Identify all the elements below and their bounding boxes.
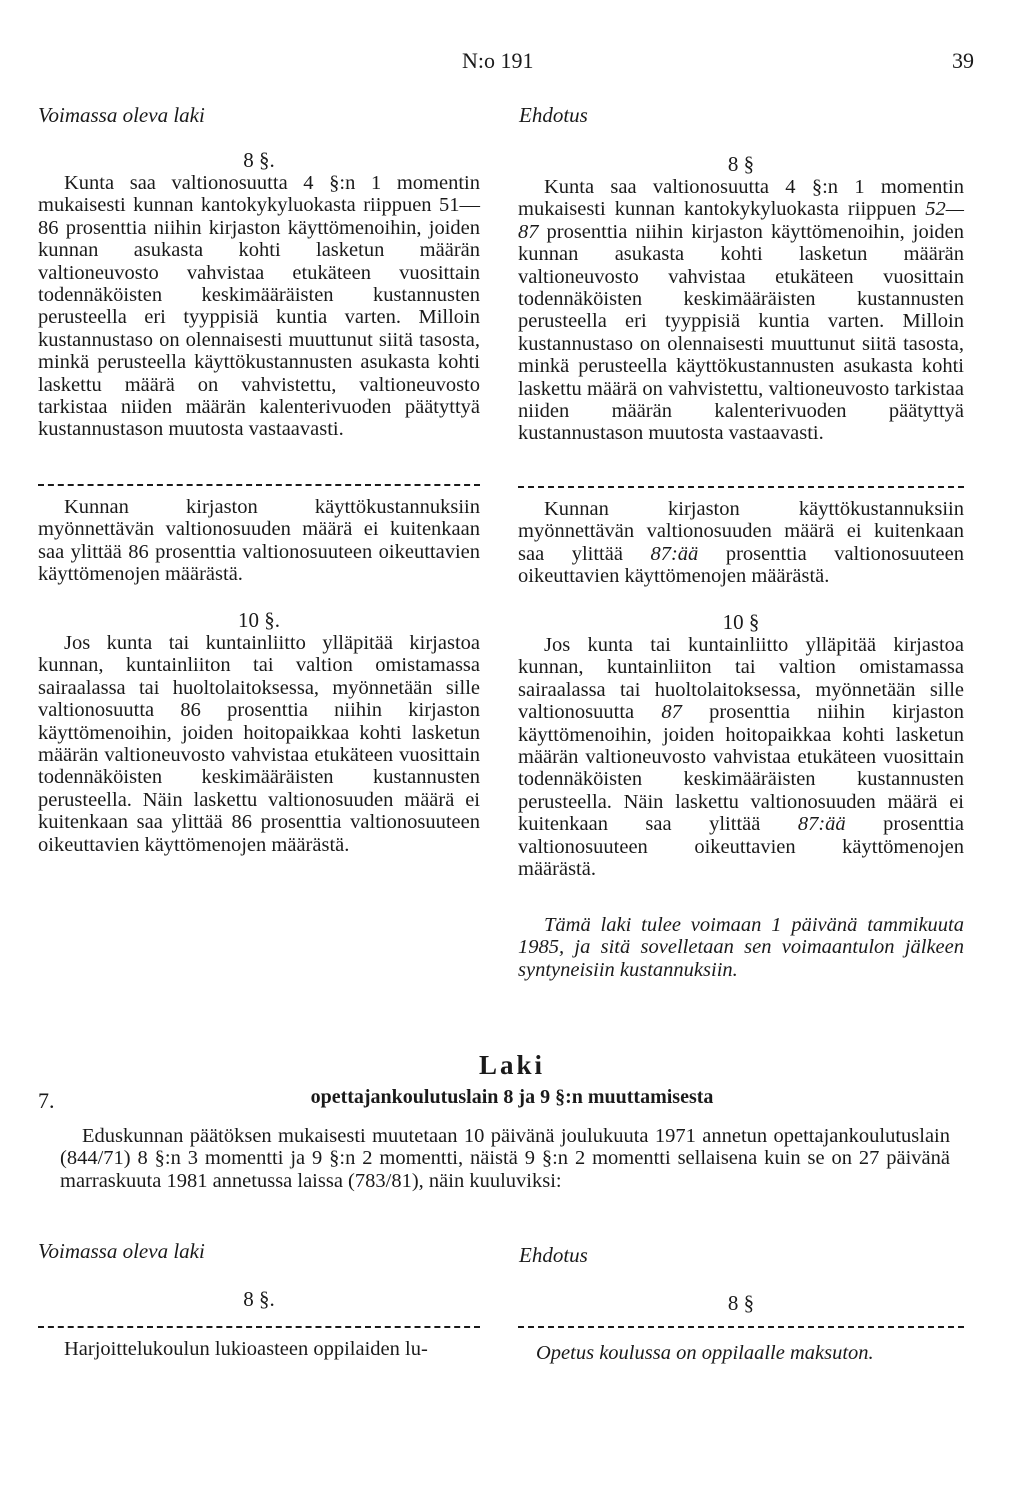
right-section-10-paragraph: Jos kunta tai kuntainliitto ylläpitää kirjastoa kunnan, kuntainliiton tai valtion omistamassa sairaalassa tai huoltolaitoksessa, myönnetään sille valtionosuutta 87 prosenttia niihin kirjaston käyttömenoihin, joiden hoitopaikkaa kohti lasketun määrän valtioneuvosto vahvistaa etukäteen vuosittain todennäköisten keskimääräisten kustannusten perusteella. Näin laskettu valtionosuuden määrä ei kuitenkaan saa ylittää 87:ää prosenttia valtionosuuteen oikeuttavien käyttömenojen määrästä. xyxy=(518,634,965,881)
law7-right-section-8-title: 8 § xyxy=(727,1291,755,1315)
left-omission-dashes-1 xyxy=(38,484,480,486)
law7-left-section-8-title: 8 §. xyxy=(243,1287,275,1311)
law7-right-omission-dashes xyxy=(518,1326,964,1328)
amended-percentage: 87:ää xyxy=(797,813,846,836)
right-section-8-paragraph-1: Kunta saa valtionosuutta 4 §:n 1 momentin mukaisesti kunnan kantokykyluokasta riippuen 52—87 prosenttia niihin kirjaston käyttömenoihin, joiden kunnan asukasta kohti lasketun määrän valtioneuvosto vahvistaa etukäteen vuosittain todennäköisten keskimääräisten kustannusten perusteella eri tyyppisiä kuntia varten. Milloin kustannustaso on olennaisesti muuttunut siitä tasosta, minkä perusteella käyttökustannusten asukasta kohti laskettu määrä on vahvistettu, valtioneuvosto tarkistaa niiden määrän kalenterivuoden päätyttyä kustannustason muutosta vastaavasti. xyxy=(518,176,964,445)
amended-percentage-range: 52—87 xyxy=(518,198,964,243)
left-section-8-title: 8 §. xyxy=(243,148,275,172)
page-number: 39 xyxy=(952,48,974,73)
left-section-10-paragraph: Jos kunta tai kuntainliitto ylläpitää kirjastoa kunnan, kuntainliiton tai valtion omistamassa sairaalassa tai huoltolaitoksessa, myönnetään sille valtionosuutta 86 prosenttia niihin kirjaston käyttömenoihin, joiden hoitopaikkaa kohti lasketun määrän valtioneuvosto vahvistaa etukäteen vuosittain todennäköisten keskimääräisten kustannusten perusteella. Näin laskettu valtionosuuden määrä ei kuitenkaan saa ylittää 86 prosenttia valtionosuuteen oikeuttavien käyttömenojen määrästä. xyxy=(38,632,480,856)
amended-percentage: 87:ää xyxy=(650,542,699,565)
law7-right-column-heading: Ehdotus xyxy=(519,1243,588,1267)
left-section-8-paragraph-2: Kunnan kirjaston käyttökustannuksiin myönnettävän valtionosuuden määrä ei kuitenkaan saa ylittää 86 prosenttia valtionosuuteen oikeuttavien käyttömenojen määrästä. xyxy=(38,496,480,586)
right-section-8-paragraph-2: Kunnan kirjaston käyttökustannuksiin myönnettävän valtionosuuden määrä ei kuitenkaan saa ylittää 87:ää prosenttia valtionosuuteen oikeuttavien käyttömenojen määrästä. xyxy=(518,498,964,588)
law-subtitle: opettajankoulutuslain 8 ja 9 §:n muuttamisesta xyxy=(310,1086,714,1108)
law7-right-text: Opetus koulussa on oppilaalle maksuton. xyxy=(536,1342,874,1364)
right-section-8-title: 8 § xyxy=(727,152,755,176)
law7-left-column-heading: Voimassa oleva laki xyxy=(38,1239,205,1263)
law7-left-text: Harjoittelukoulun lukioasteen oppilaiden lu- xyxy=(64,1338,428,1360)
law-title: Laki xyxy=(478,1050,546,1080)
law7-left-omission-dashes xyxy=(38,1326,480,1328)
entry-into-force-provision: Tämä laki tulee voimaan 1 päivänä tammikuuta 1985, ja sitä sovelletaan sen voimaantulon jälkeen syntyneisiin kustannuksiin. xyxy=(518,914,964,981)
amended-percentage: 87 xyxy=(661,701,682,724)
law-preamble: Eduskunnan päätöksen mukaisesti muutetaan 10 päivänä joulukuuta 1971 annetun opettajankoulutuslain (844/71) 8 §:n 3 momentti ja 9 §:n 2 momentti, näistä 9 §:n 2 momentti sellaisena kuin se on 27 päivänä marraskuuta 1981 annetussa laissa (783/81), näin kuuluviksi: xyxy=(60,1125,950,1192)
left-column-heading: Voimassa oleva laki xyxy=(38,103,205,127)
left-section-8-paragraph-1: Kunta saa valtionosuutta 4 §:n 1 momentin mukaisesti kunnan kantokykyluokasta riippuen 51—86 prosenttia niihin kirjaston käyttömenoihin, joiden kunnan asukasta kohti lasketun määrän valtioneuvosto vahvistaa etukäteen vuosittain todennäköisten keskimääräisten kustannusten perusteella eri tyyppisiä kuntia varten. Milloin kustannustaso on olennaisesti muuttunut siitä tasosta, minkä perusteella käyttökustannusten asukasta kohti laskettu määrä on vahvistettu, valtioneuvosto tarkistaa niiden määrän kalenterivuoden päätyttyä kustannustason muutosta vastaavasti. xyxy=(38,172,480,441)
left-section-10-title: 10 §. xyxy=(238,608,280,632)
right-omission-dashes-1 xyxy=(518,486,964,488)
right-section-10-title: 10 § xyxy=(722,610,760,634)
item-number: 7. xyxy=(38,1088,55,1113)
right-column-heading: Ehdotus xyxy=(519,103,588,127)
document-number: N:o 191 xyxy=(462,48,534,73)
